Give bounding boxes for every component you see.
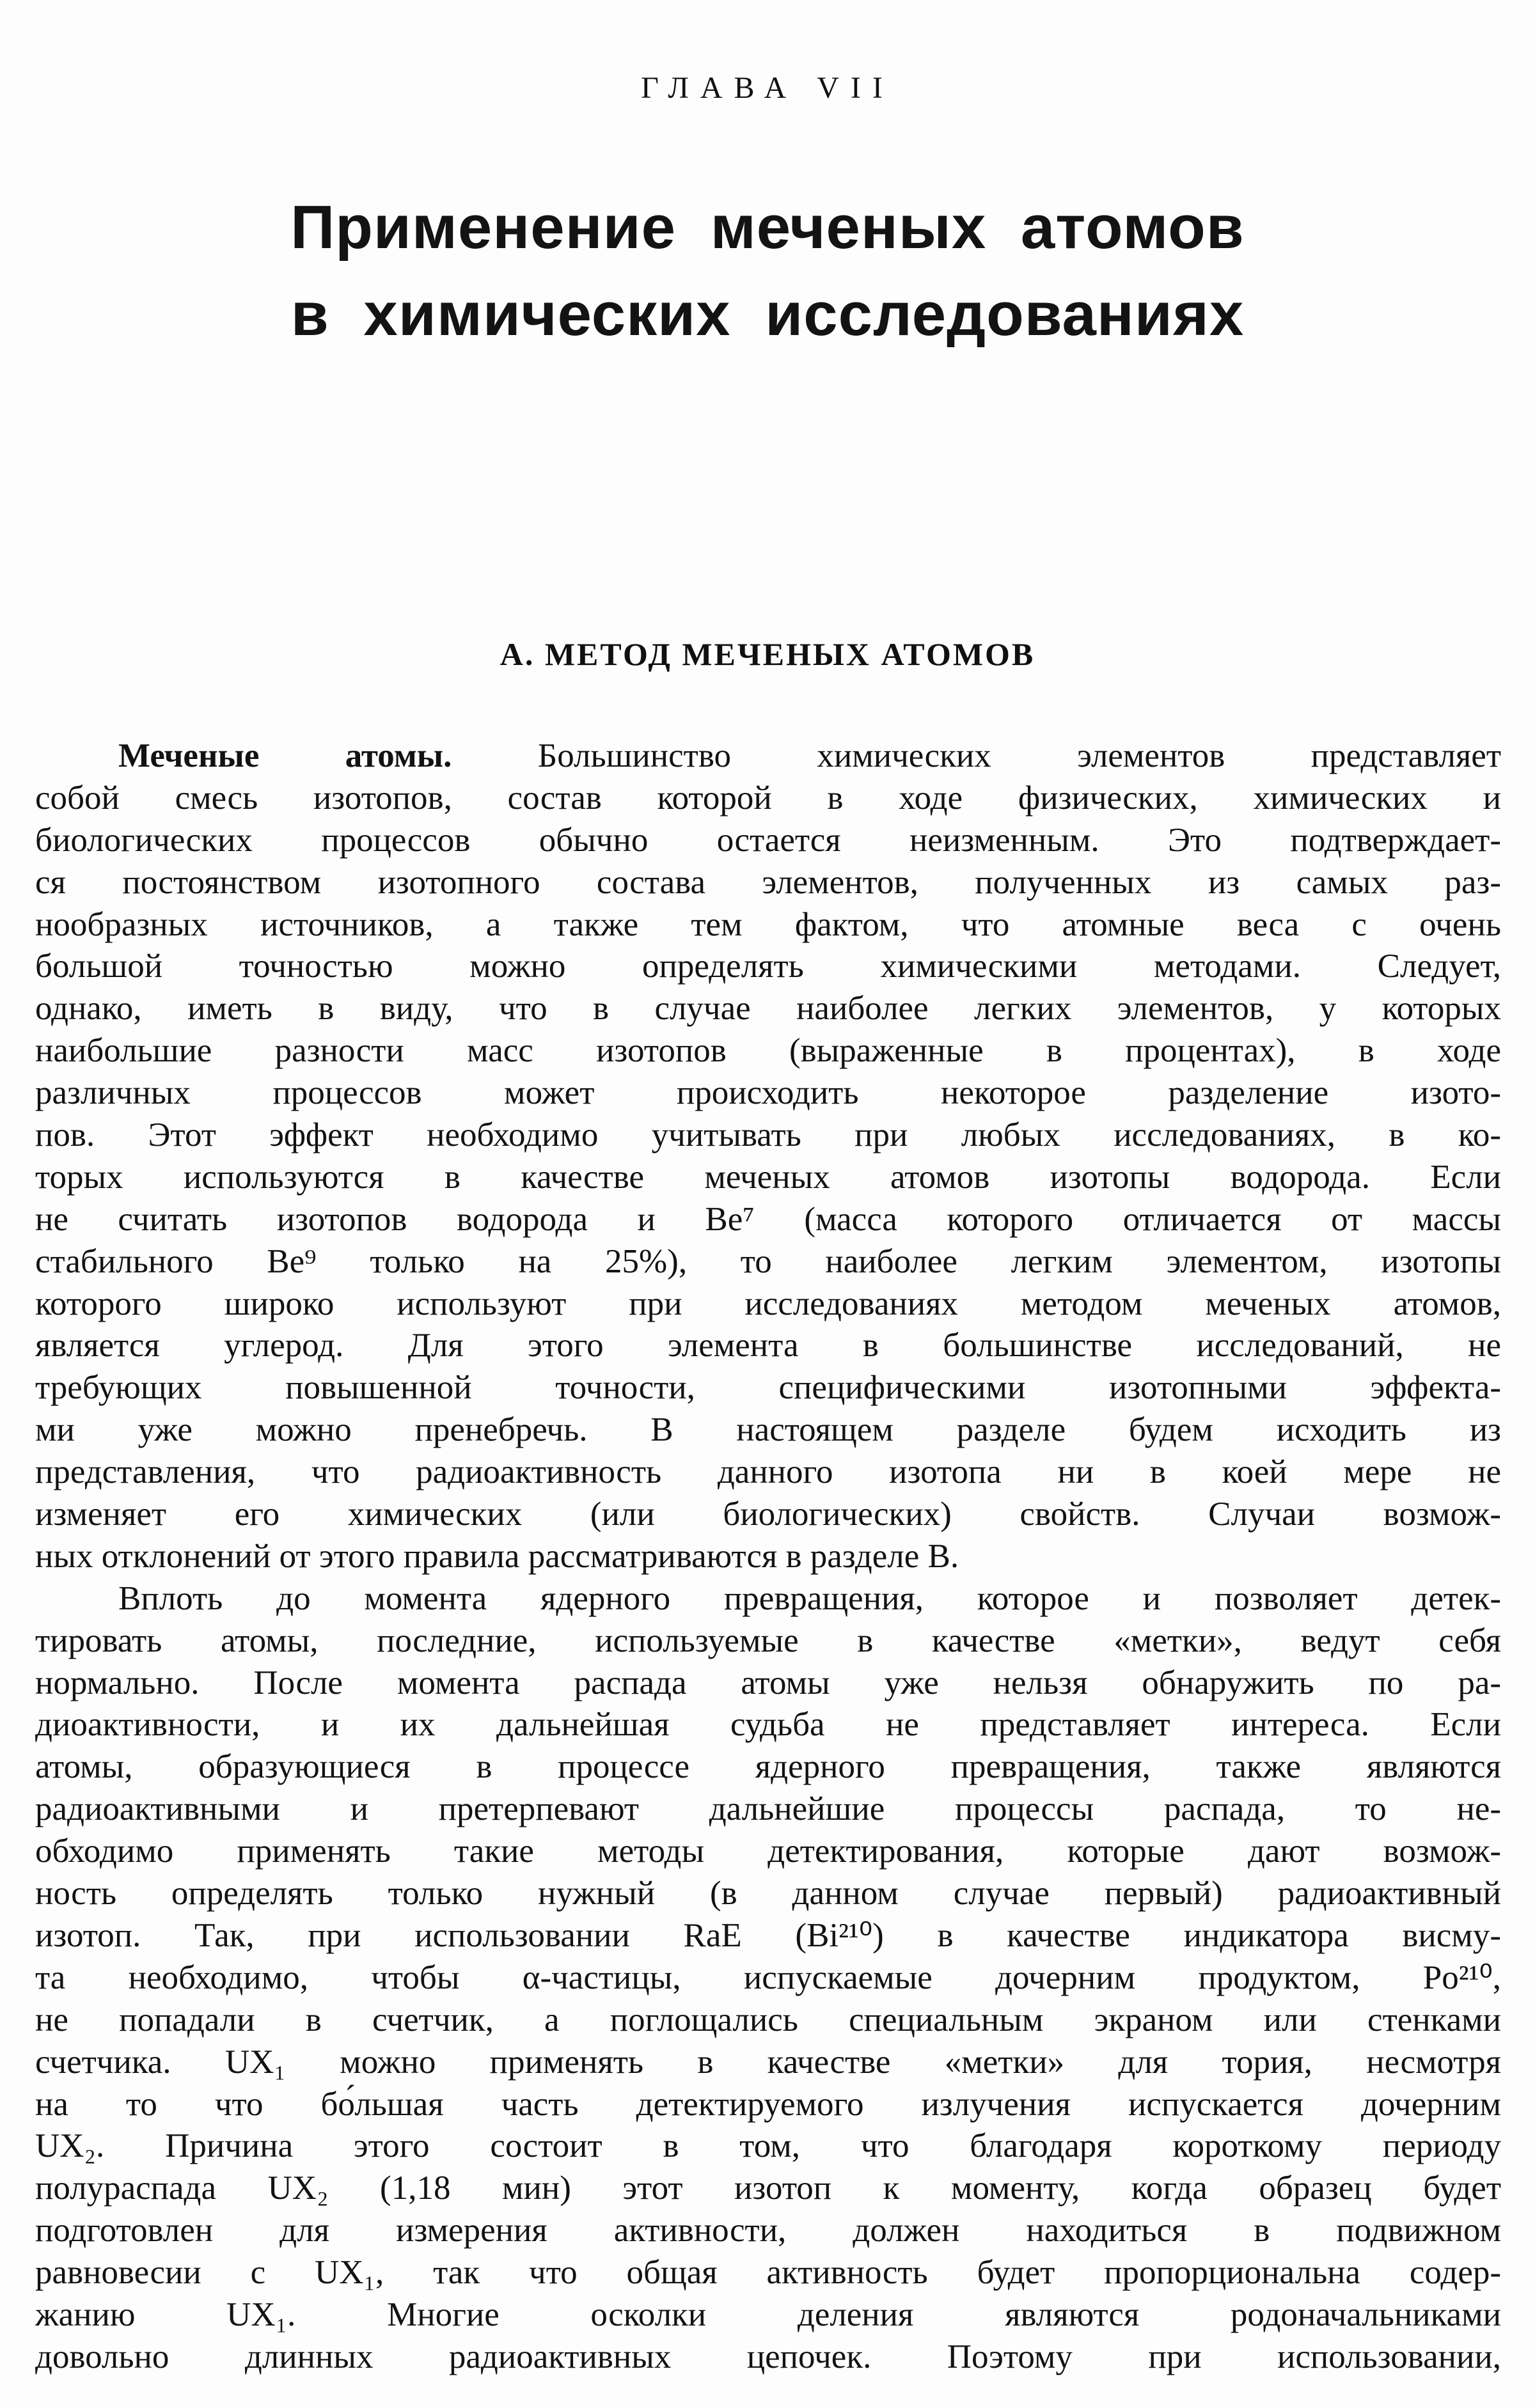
body-line: изотоп. Так, при использовании RaE (Bi²¹⁰) в качестве индикатора висму-	[35, 1916, 1501, 1954]
body-line: та необходимо, чтобы α-частицы, испускаемые дочерним продуктом, Po²¹⁰,	[35, 1958, 1501, 1996]
body-line: изменяет его химических (или биологических) свойств. Случаи возмож-	[35, 1496, 1501, 1533]
body-line: равновесии с UX₁, так что общая активность будет пропорциональна содер-	[35, 2254, 1501, 2292]
body-line: большой точностью можно определять химическими методами. Следует,	[35, 948, 1501, 985]
page-title	[0, 184, 1535, 358]
body-line: является углерод. Для этого элемента в большинстве исследований, не	[35, 1327, 1501, 1364]
body-line: наибольшие разности масс изотопов (выраженные в процентах), в ходе	[35, 1032, 1501, 1070]
body-line: стабильного Be⁹ только на 25%), то наиболее легким элементом, изотопы	[35, 1242, 1501, 1280]
body-line: ся постоянством изотопного состава элементов, полученных из самых раз-	[35, 863, 1501, 901]
body-line: тировать атомы, последние, используемые в качестве «метки», ведут себя	[35, 1622, 1501, 1659]
body-line: нормально. После момента распада атомы уже нельзя обнаружить по ра-	[35, 1664, 1501, 1701]
body-line: нообразных источников, а также тем фактом, что атомные веса с очень	[35, 905, 1501, 943]
paragraph-2	[35, 1578, 1501, 2379]
body-line: однако, иметь в виду, что в случае наиболее легких элементов, у которых	[35, 990, 1501, 1028]
body-line: ми уже можно пренебречь. В настоящем разделе будем исходить из	[35, 1411, 1501, 1449]
body-line: счетчика. UX₁ можно применять в качестве «метки» для тория, несмотря	[35, 2043, 1501, 2081]
body-line: радиоактивными и претерпевают дальнейшие процессы распада, то не-	[35, 1790, 1501, 1828]
body-line: диоактивности, и их дальнейшая судьба не представляет интереса. Если	[35, 1706, 1501, 1744]
body-line: требующих повышенной точности, специфическими изотопными эффекта-	[35, 1369, 1501, 1407]
body-line: представления, что радиоактивность данного изотопа ни в коей мере не	[35, 1453, 1501, 1491]
body-line-first	[35, 735, 1501, 778]
body-line: пов. Этот эффект необходимо учитывать при любых исследованиях, в ко-	[35, 1116, 1501, 1154]
body-text	[35, 735, 1501, 2379]
body-line: обходимо применять такие методы детектирования, которые дают возмож-	[35, 1833, 1501, 1870]
paragraph-lead: Меченые атомы.	[118, 737, 452, 774]
body-line: атомы, образующиеся в процессе ядерного превращения, также являются	[35, 1748, 1501, 1786]
body-line-paragraph-end: ных отклонений от этого правила рассматриваются в разделе В.	[35, 1537, 959, 1575]
body-line: различных процессов может происходить некоторое разделение изото-	[35, 1074, 1501, 1112]
body-line: не считать изотопов водорода и Be⁷ (масса которого отличается от массы	[35, 1200, 1501, 1238]
body-line: подготовлен для измерения активности, должен находиться в подвижном	[35, 2212, 1501, 2249]
paragraph-2-lines	[35, 1620, 1501, 2379]
body-line: которого широко используют при исследованиях методом меченых атомов,	[35, 1285, 1501, 1322]
body-line: жанию UX₁. Многие осколки деления являются родоначальниками	[35, 2295, 1501, 2333]
chapter-header: ГЛАВА VII	[641, 71, 894, 105]
page-title-line1: Применение меченых атомов	[290, 193, 1245, 262]
body-line: торых используются в качестве меченых атомов изотопы водорода. Если	[35, 1158, 1501, 1196]
body-line: полураспада UX₂ (1,18 мин) этот изотоп к моменту, когда образец будет	[35, 2170, 1501, 2207]
body-line: биологических процессов обычно остается неизменным. Это подтверждает-	[35, 821, 1501, 859]
body-line: ность определять только нужный (в данном случае первый) радиоактивный	[35, 1875, 1501, 1912]
paragraph-1	[35, 735, 1501, 1578]
paragraph-1-lines	[35, 778, 1501, 1536]
body-line: довольно длинных радиоактивных цепочек. Поэтому при использовании,	[35, 2338, 1501, 2375]
body-line: на то что бо́льшая часть детектируемого излучения испускается дочерним	[35, 2085, 1501, 2123]
body-line: UX₂. Причина этого состоит в том, что благодаря короткому периоду	[35, 2127, 1501, 2165]
body-line: не попадали в счетчик, а поглощались специальным экраном или стенками	[35, 2001, 1501, 2038]
body-line: собой смесь изотопов, состав которой в ходе физических, химических и	[35, 779, 1501, 817]
section-heading: А. МЕТОД МЕЧЕНЫХ АТОМОВ	[500, 636, 1035, 672]
page-title-line2: в химических исследованиях	[290, 280, 1245, 348]
paragraph-lead-rest: Большинство химических элементов представляет	[452, 737, 1501, 774]
body-line-first: Вплоть до момента ядерного превращения, которое и позволяет детек-	[118, 1579, 1501, 1617]
